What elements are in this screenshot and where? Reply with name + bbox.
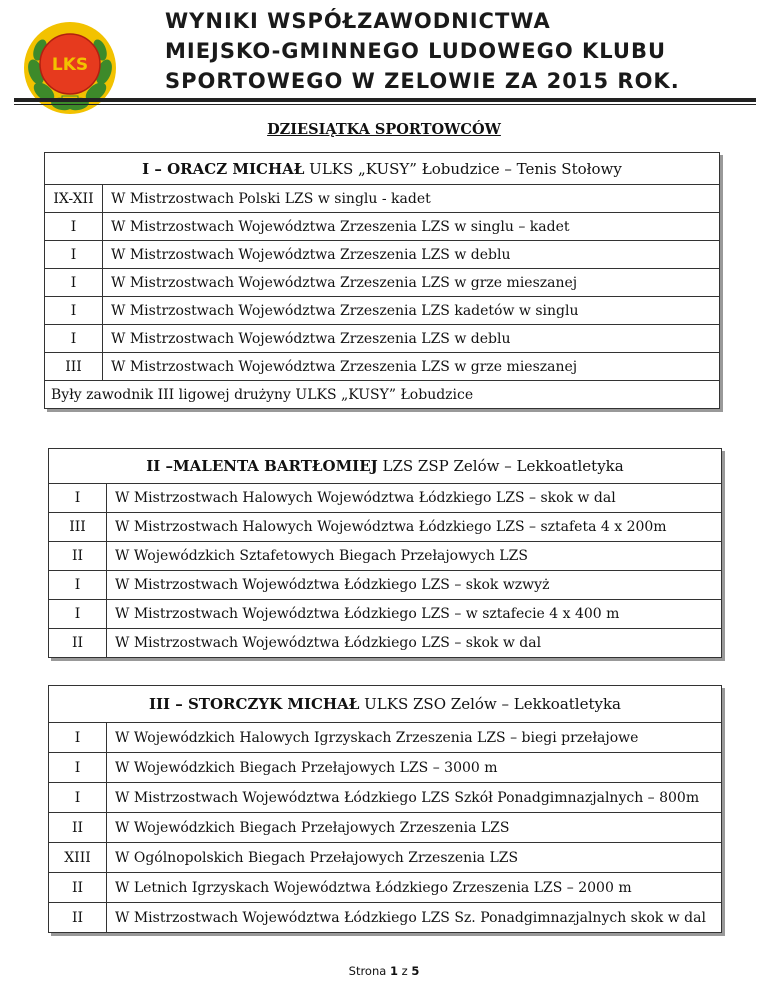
section-heading: DZIESIĄTKA SPORTOWCÓW	[267, 121, 501, 138]
table-row	[45, 185, 720, 213]
result-place: I	[49, 571, 107, 600]
table-row	[49, 484, 722, 513]
result-place: I	[49, 783, 107, 813]
result-place: IX-XII	[45, 185, 103, 213]
result-description: W Mistrzostwach Województwa Zrzeszenia LZS w grze mieszanej	[103, 353, 720, 381]
table-row	[49, 783, 722, 813]
athlete-note: Były zawodnik III ligowej drużyny ULKS „KUSY” Łobudzice	[45, 381, 720, 409]
result-place: I	[45, 269, 103, 297]
table-row	[49, 843, 722, 873]
athlete-name: I – ORACZ MICHAŁ	[142, 159, 305, 178]
table-row	[49, 753, 722, 783]
result-description: W Mistrzostwach Województwa Łódzkiego LZS Sz. Ponadgimnazjalnych skok w dal	[107, 903, 722, 933]
result-description: W Mistrzostwach Województwa Łódzkiego LZS – skok wzwyż	[107, 571, 722, 600]
result-place: II	[49, 629, 107, 658]
result-description: W Wojewódzkich Biegach Przełajowych Zrzeszenia LZS	[107, 813, 722, 843]
athlete-table	[44, 152, 720, 409]
athlete-heading	[49, 449, 722, 484]
table-row	[49, 903, 722, 933]
result-place: II	[49, 873, 107, 903]
athlete-table	[48, 685, 722, 933]
result-place: I	[45, 325, 103, 353]
table-row	[49, 813, 722, 843]
athlete-name: III – STORCZYK MICHAŁ	[148, 695, 360, 713]
result-description: W Mistrzostwach Województwa Łódzkiego LZS – skok w dal	[107, 629, 722, 658]
result-description: W Mistrzostwach Halowych Województwa Łódzkiego LZS – sztafeta 4 x 200m	[107, 513, 722, 542]
athlete-table	[48, 448, 722, 658]
athlete-heading	[49, 686, 722, 723]
athlete-club: ULKS „KUSY” Łobudzice – Tenis Stołowy	[304, 159, 622, 178]
result-place: I	[49, 484, 107, 513]
result-description: W Wojewódzkich Halowych Igrzyskach Zrzeszenia LZS – biegi przełajowe	[107, 723, 722, 753]
result-place: II	[49, 813, 107, 843]
header-rule-thick	[14, 98, 756, 102]
table-row	[49, 542, 722, 571]
athlete-heading-row	[49, 686, 722, 723]
athlete-club: ULKS ZSO Zelów – Lekkoatletyka	[359, 695, 622, 713]
note-row	[45, 381, 720, 409]
table-row	[49, 873, 722, 903]
result-place: I	[45, 297, 103, 325]
table-row	[49, 723, 722, 753]
result-description: W Mistrzostwach Województwa Zrzeszenia LZS w grze mieszanej	[103, 269, 720, 297]
result-description: W Mistrzostwach Halowych Województwa Łódzkiego LZS – skok w dal	[107, 484, 722, 513]
result-place: III	[45, 353, 103, 381]
table-row	[45, 325, 720, 353]
result-description: W Letnich Igrzyskach Województwa Łódzkiego Zrzeszenia LZS – 2000 m	[107, 873, 722, 903]
result-place: XIII	[49, 843, 107, 873]
table-row	[45, 353, 720, 381]
document-title	[165, 6, 765, 96]
result-description: W Wojewódzkich Biegach Przełajowych LZS – 3000 m	[107, 753, 722, 783]
result-description: W Mistrzostwach Województwa Zrzeszenia LZS w singlu – kadet	[103, 213, 720, 241]
table-row	[49, 571, 722, 600]
title-line: WYNIKI WSPÓŁZAWODNICTWA	[165, 9, 551, 33]
result-place: I	[49, 600, 107, 629]
result-description: W Ogólnopolskich Biegach Przełajowych Zrzeszenia LZS	[107, 843, 722, 873]
table-row	[49, 513, 722, 542]
result-place: I	[49, 753, 107, 783]
table-row	[45, 269, 720, 297]
footer-mid: z	[397, 964, 412, 978]
table-row	[45, 297, 720, 325]
logo-text: LKS	[51, 55, 89, 75]
result-description: W Mistrzostwach Województwa Zrzeszenia LZS w deblu	[103, 325, 720, 353]
result-place: I	[49, 723, 107, 753]
result-place: II	[49, 542, 107, 571]
title-line: SPORTOWEGO W ZELOWIE ZA 2015 ROK.	[165, 69, 680, 93]
table-row	[45, 213, 720, 241]
result-description: W Mistrzostwach Województwa Zrzeszenia LZS w deblu	[103, 241, 720, 269]
header-rule-thin	[14, 104, 756, 105]
result-description: W Mistrzostwach Województwa Łódzkiego LZS Szkół Ponadgimnazjalnych – 800m	[107, 783, 722, 813]
result-place: III	[49, 513, 107, 542]
result-description: W Mistrzostwach Polski LZS w singlu - kadet	[103, 185, 720, 213]
page-total: 5	[411, 964, 420, 978]
result-place: I	[45, 213, 103, 241]
table-row	[45, 241, 720, 269]
footer-prefix: Strona	[348, 964, 390, 978]
athlete-heading	[45, 153, 720, 185]
table-row	[49, 600, 722, 629]
title-line: MIEJSKO-GMINNEGO LUDOWEGO KLUBU	[165, 39, 667, 63]
table-row	[49, 629, 722, 658]
result-description: W Mistrzostwach Województwa Zrzeszenia LZS kadetów w singlu	[103, 297, 720, 325]
page-footer	[0, 964, 768, 978]
result-description: W Mistrzostwach Województwa Łódzkiego LZS – w sztafecie 4 x 400 m	[107, 600, 722, 629]
result-place: II	[49, 903, 107, 933]
page-number: 1	[389, 964, 398, 978]
athlete-club: LZS ZSP Zelów – Lekkoatletyka	[377, 457, 624, 475]
athlete-heading-row	[45, 153, 720, 185]
athlete-heading-row	[49, 449, 722, 484]
athlete-name: II –MALENTA BARTŁOMIEJ	[146, 457, 378, 475]
result-place: I	[45, 241, 103, 269]
result-description: W Wojewódzkich Sztafetowych Biegach Przełajowych LZS	[107, 542, 722, 571]
